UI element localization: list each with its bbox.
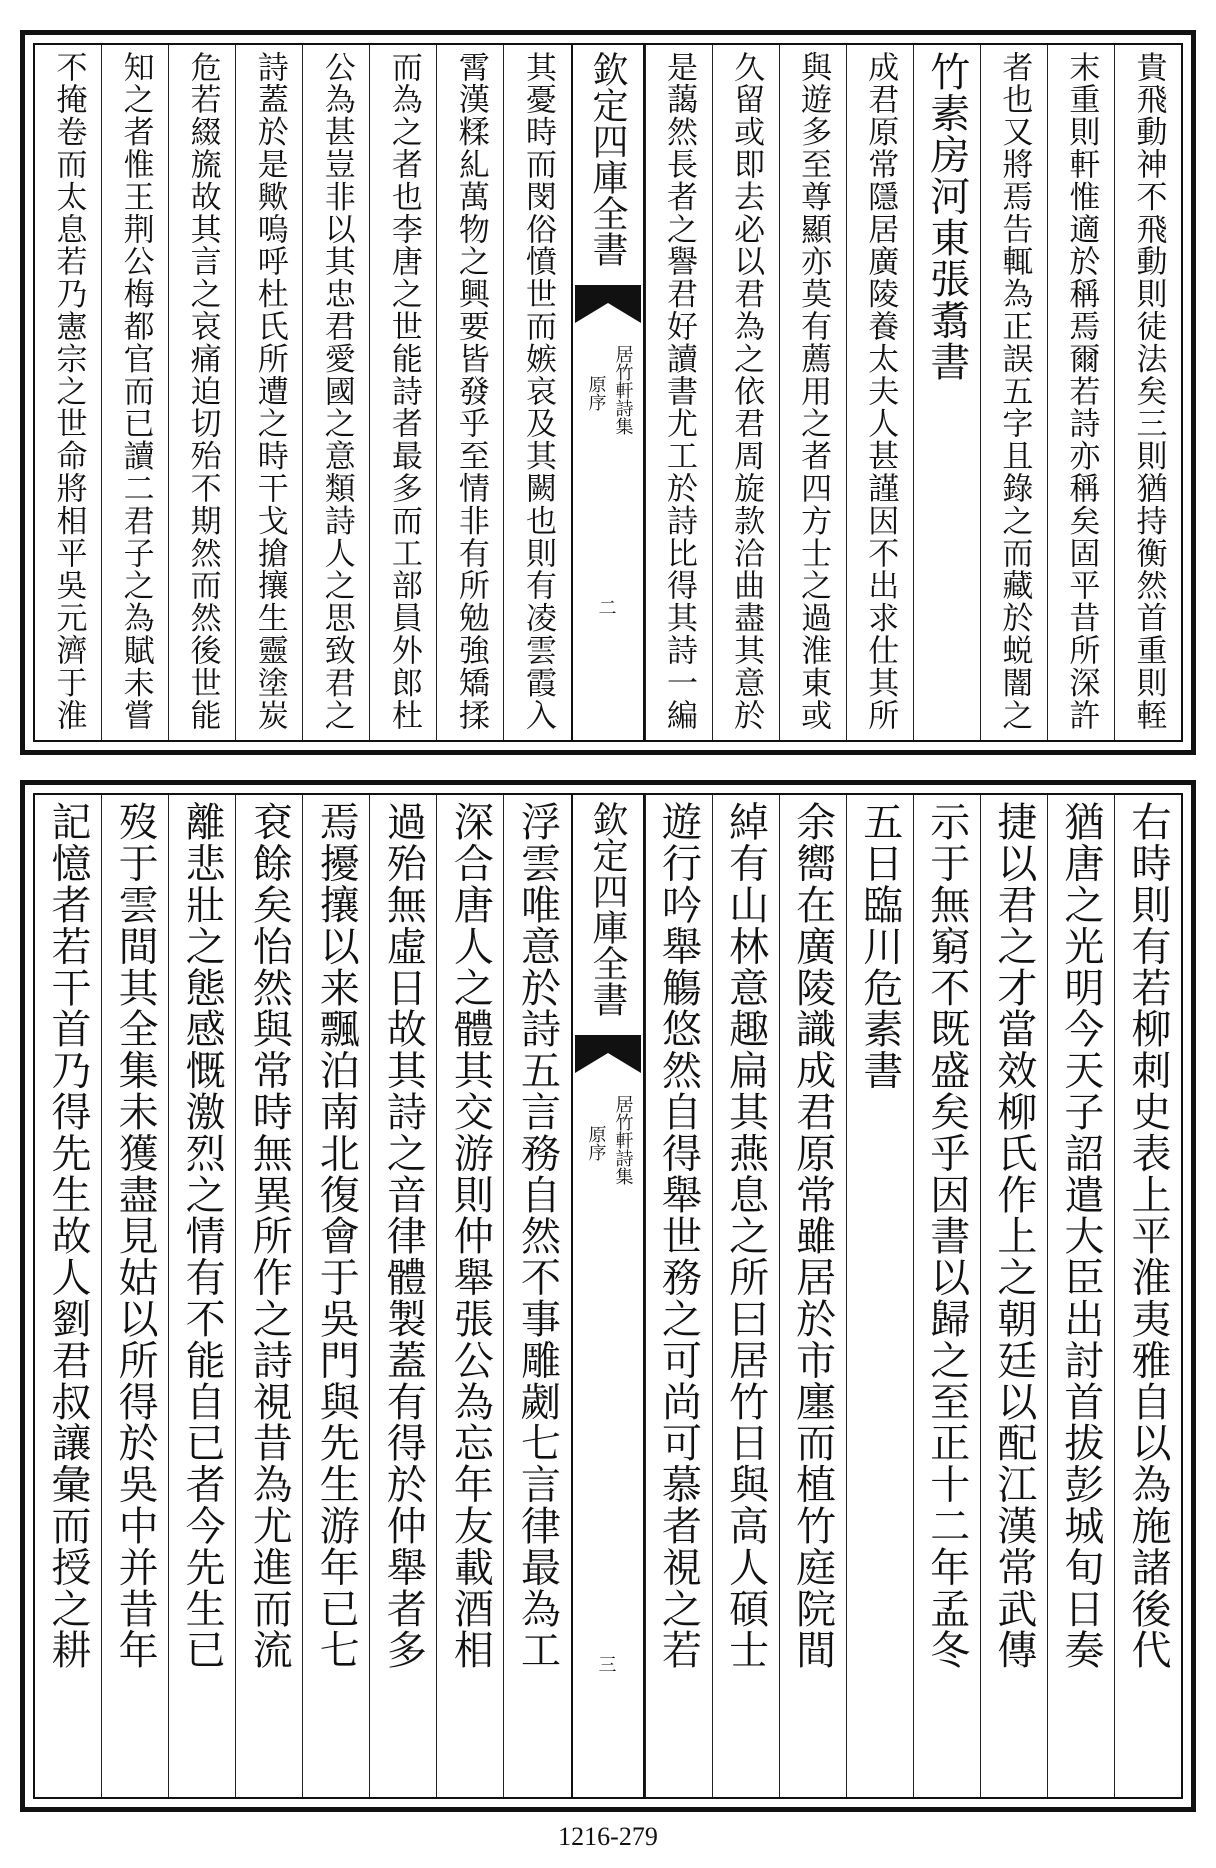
volume-title: 居竹軒詩集	[612, 1095, 634, 1185]
text-column: 綽有山林意趣扁其燕息之所曰居竹日與高人碩士	[712, 795, 779, 1797]
text-column: 浮雲唯意於詩五言務自然不事雕劌七言律最為工	[503, 795, 570, 1797]
text-column: 久留或即去必以君為之依君周旋款洽曲盡其意於	[712, 45, 779, 740]
text-column: 成君原常隱居廣陵養太夫人甚謹因不出求仕其所	[846, 45, 913, 740]
section-title: 原序	[585, 375, 607, 411]
fish-tail-mark	[573, 285, 643, 325]
text-column: 過殆無虛日故其詩之音律體製蓋有得於仲舉者多	[369, 795, 436, 1797]
text-column: 知之者惟王荆公梅都官而已讀二君子之為賦未嘗	[101, 45, 168, 740]
text-column: 與遊多至尊顯亦莫有薦用之者四方士之過淮東或	[779, 45, 846, 740]
text-column: 記憶者若干首乃得先生故人劉君叔讓彙而授之耕	[45, 801, 92, 1671]
text-column: 右時則有若柳刺史表上平淮夷雅自以為施諸後代	[1114, 795, 1181, 1797]
text-column: 貴飛動神不飛動則徒法矣三則猶持衡然首重則輊	[1114, 45, 1181, 740]
text-column: 危若綴旒故其言之哀痛迫切殆不期然而然後世能	[168, 45, 235, 740]
text-column: 霄漢糅糺萬物之興要皆發乎至情非有所勉強矯揉	[436, 45, 503, 740]
text-column: 詩蓋於是歟嗚呼杜氏所遭之時干戈搶攘生靈塗炭	[235, 45, 302, 740]
text-column: 歿于雲間其全集未獲盡見姑以所得於吳中并昔年	[101, 795, 168, 1797]
text-column: 者也又將焉告輒為正誤五字且錄之而藏於蜕闇之	[980, 45, 1047, 740]
text-column: 而為之者也李唐之世能詩者最多而工部員外郎杜	[369, 45, 436, 740]
text-column: 示于無窮不既盛矣乎因書以歸之至正十二年孟冬	[913, 795, 980, 1797]
page-number: 三	[598, 1655, 617, 1676]
page-top-frame	[33, 43, 1183, 742]
text-column: 余嚮在廣陵識成君原常雖居於市廛而植竹庭院間	[779, 795, 846, 1797]
text-column: 猶唐之光明今天子詔遣大臣出討首拔彭城旬日奏	[1047, 795, 1114, 1797]
text-column: 離悲壯之態感慨激烈之情有不能自已者今先生已	[168, 795, 235, 1797]
page-footer-number: 1216-279	[558, 1822, 658, 1851]
text-column: 焉擾攘以来飄泊南北復會于吳門與先生游年已七	[302, 795, 369, 1797]
text-column: 捷以君之才當效柳氏作上之朝廷以配江漢常武傳	[980, 795, 1047, 1797]
text-column: 是藹然長者之譽君好讀書尤工於詩比得其詩一編	[645, 45, 712, 740]
section-title: 原序	[585, 1125, 607, 1161]
center-fold	[571, 795, 645, 1797]
text-column: 遊行吟舉觴悠然自得舉世務之可尚可慕者視之若	[645, 795, 712, 1797]
text-column: 不掩卷而太息若乃憲宗之世命將相平吳元濟于淮	[50, 51, 87, 732]
page-bottom-frame	[33, 793, 1183, 1799]
page-number: 二	[598, 598, 617, 619]
volume-title: 居竹軒詩集	[612, 345, 634, 435]
page-top	[20, 30, 1196, 755]
text-column: 公為甚豈非以其忠君愛國之意類詩人之思致君之	[302, 45, 369, 740]
book-title: 欽定四庫全書	[587, 51, 628, 267]
book-title: 欽定四庫全書	[587, 801, 628, 1017]
text-column: 袞餘矣怡然與常時無異所作之詩視昔為尤進而流	[235, 795, 302, 1797]
text-column: 深合唐人之體其交游則仲舉張公為忘年友載酒相	[436, 795, 503, 1797]
text-column: 末重則軒惟適於稱焉爾若詩亦稱矣固平昔所深許	[1047, 45, 1114, 740]
page-bottom	[20, 780, 1196, 1812]
text-column: 其憂時而閔俗憤世而嫉哀及其闕也則有凌雲霞入	[503, 45, 570, 740]
fish-tail-mark	[573, 1035, 643, 1075]
center-fold	[571, 45, 645, 740]
text-column: 五日臨川危素書	[846, 795, 913, 1797]
text-column: 竹素房河東張翥書	[913, 45, 980, 740]
